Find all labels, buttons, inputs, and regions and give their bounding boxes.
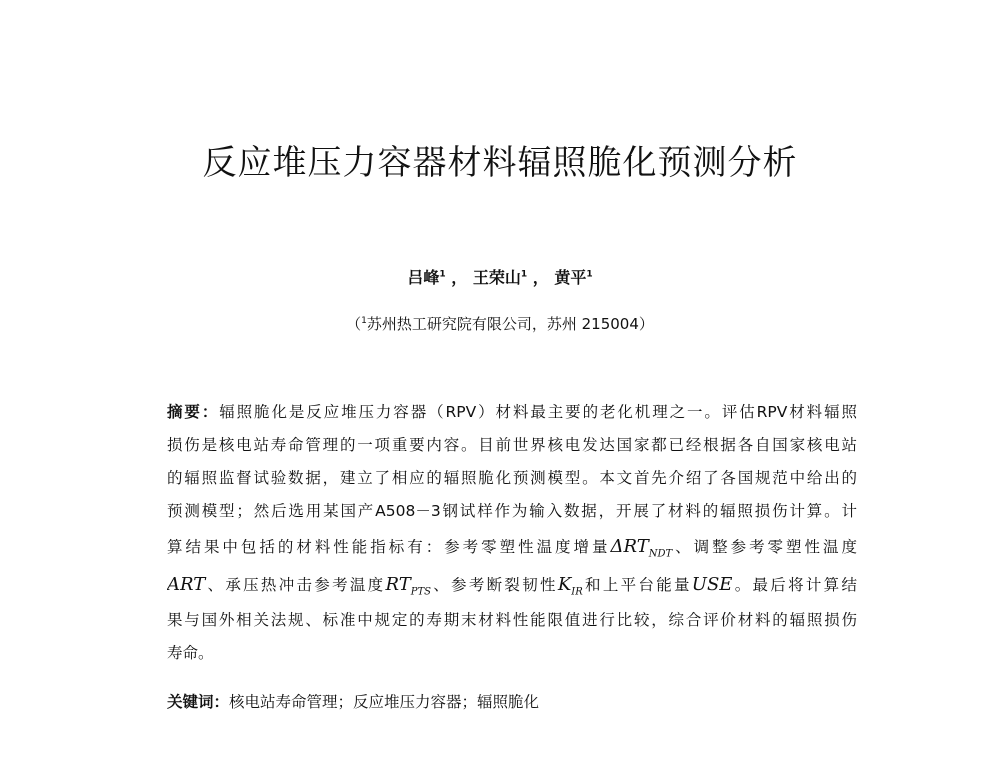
affiliation-mark: 1 (520, 269, 528, 280)
abstract-text: 、参考断裂韧性 (430, 576, 558, 594)
affiliation-open-paren: （ (346, 315, 362, 333)
abstract-line: 果与国外相关法规、标准中规定的寿期末材料性能限值进行比较，综合评价材料的辐照损伤 (167, 611, 857, 629)
keywords-text: 核电站寿命管理；反应堆压力容器；辐照脆化 (229, 693, 540, 711)
abstract-line (167, 528, 857, 566)
author-name: 王荣山 (472, 268, 521, 287)
symbol-base: RT (385, 574, 411, 595)
author-separator: ， (532, 268, 549, 287)
abstract-label: 摘要： (167, 403, 220, 421)
keywords-label: 关键词： (167, 693, 230, 711)
k-ir-symbol (557, 574, 583, 598)
affiliation (0, 313, 1000, 334)
art-symbol: ART (167, 574, 206, 595)
abstract-text: 和上平台能量 (582, 576, 692, 594)
use-symbol: USE (691, 574, 733, 595)
keywords (167, 690, 857, 712)
abstract-text: 、承压热冲击参考温度 (205, 576, 386, 594)
symbol-subscript: IR (571, 586, 583, 598)
abstract-line: 的辐照监督试验数据，建立了相应的辐照脆化预测模型。本文首先介绍了各国规范中给出的 (167, 469, 857, 487)
paper-title: 反应堆压力容器材料辐照脆化预测分析 (202, 143, 798, 183)
abstract-line: 预测模型；然后选用某国产A508－3钢试样作为输入数据，开展了材料的辐照损伤计算。计 (167, 502, 857, 520)
rt-pts-symbol (385, 574, 431, 598)
symbol-base: K (557, 574, 572, 595)
author-list (0, 265, 1000, 288)
author-name: 黄平 (554, 268, 587, 287)
affiliation-text: 苏州热工研究院有限公司，苏州 215004） (366, 315, 654, 333)
abstract-text: 辐照脆化是反应堆压力容器（RPV）材料最主要的老化机理之一。评估RPV材料辐照 (219, 403, 857, 421)
abstract-line (167, 566, 857, 604)
abstract-line: 损伤是核电站寿命管理的一项重要内容。目前世界核电发达国家都已经根据各自国家核电站 (167, 436, 857, 454)
symbol-subscript: PTS (410, 586, 431, 598)
author-name: 吕峰 (407, 268, 440, 287)
abstract-text: 、调整参考零塑性温度 (672, 538, 857, 556)
affiliation-mark: 1 (439, 269, 446, 280)
symbol-base: ΔRT (610, 536, 649, 557)
affiliation-mark: 1 (586, 269, 593, 280)
delta-rt-ndt-symbol (610, 536, 673, 560)
abstract-text: 。最后将计算结 (732, 576, 857, 594)
symbol-subscript: NDT (648, 548, 673, 560)
author-separator: ， (451, 268, 468, 287)
affiliation-mark: 1 (361, 316, 367, 326)
abstract-line (167, 396, 857, 429)
abstract-text: 算结果中包括的材料性能指标有：参考零塑性温度增量 (167, 538, 611, 556)
abstract-line: 寿命。 (167, 644, 214, 662)
abstract (167, 396, 857, 670)
